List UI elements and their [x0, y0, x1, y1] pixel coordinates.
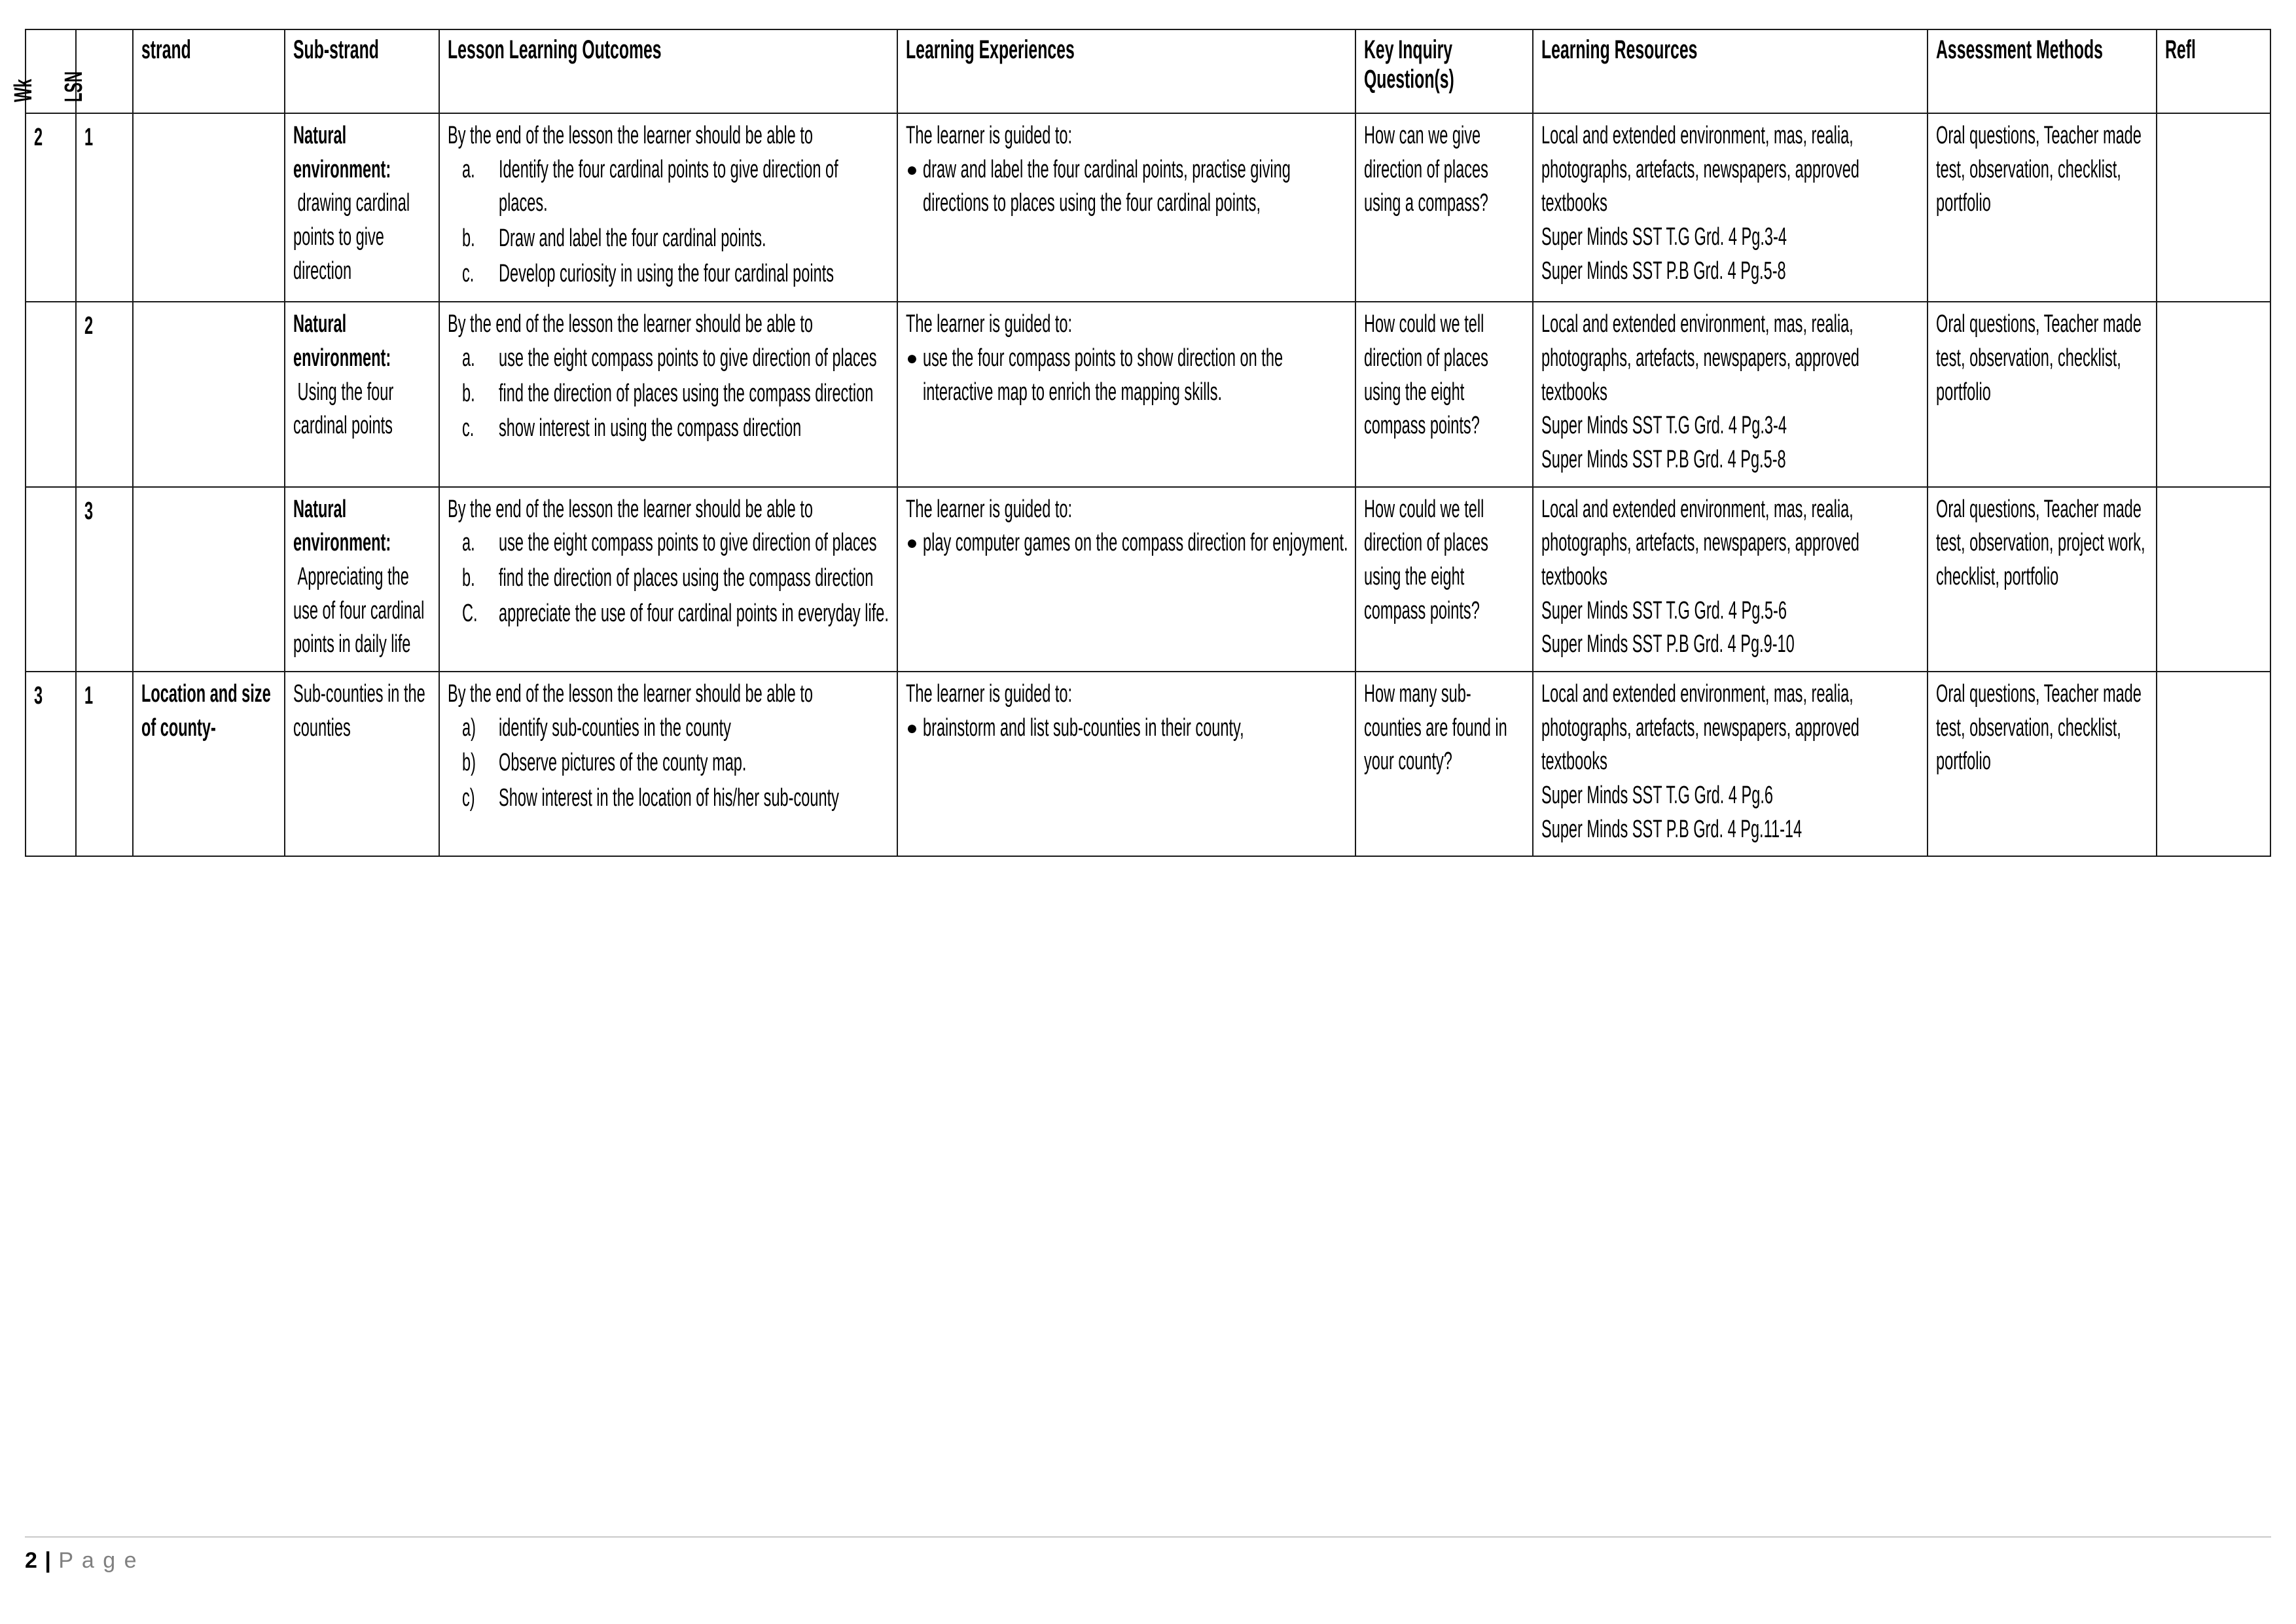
outcome-item — [448, 782, 890, 816]
outcome-marker: a. — [462, 344, 476, 372]
bullet-icon: ● — [906, 532, 918, 554]
outcome-item — [448, 526, 890, 560]
outcome-marker: b) — [462, 749, 476, 777]
column-header-strand-label: strand — [141, 35, 191, 64]
outcome-text: find the direction of places using the compass direction — [499, 379, 874, 407]
resource-item: Local and extended environment, mas, realia, photographs, artefacts, newspapers, approved textbooks — [1541, 122, 1864, 217]
cell-strand: Location and size of county- — [133, 672, 285, 856]
column-header-outcomes-label: Lesson Learning Outcomes — [448, 35, 662, 64]
sub-strand-title: Natural environment: — [293, 122, 391, 183]
sub-strand-title: Natural environment: — [293, 310, 391, 372]
resource-item: Super Minds SST P.B Grd. 4 Pg.11-14 — [1541, 815, 1802, 843]
cell-wk: 2 — [26, 113, 76, 302]
footer-page-number: 2 — [25, 1548, 37, 1573]
cell-experiences — [897, 672, 1355, 856]
column-header-lsn — [60, 29, 133, 113]
column-header-experiences-label: Learning Experiences — [906, 35, 1075, 64]
outcome-text: use the eight compass points to give direction of places — [499, 529, 877, 557]
outcome-text: show interest in using the compass direction — [499, 414, 802, 442]
outcome-item — [448, 257, 890, 291]
outcome-item — [448, 746, 890, 780]
column-header-assessment-label: Assessment Methods — [1936, 35, 2104, 64]
outcome-text: appreciate the use of four cardinal points in everyday life. — [499, 599, 889, 627]
experience-item — [906, 153, 1348, 221]
bullet-icon: ● — [906, 717, 918, 739]
outcome-marker: c) — [462, 784, 476, 812]
column-header-key-inquiry-label: Key Inquiry Question(s) — [1364, 35, 1458, 94]
cell-wk — [26, 487, 76, 672]
column-header-outcomes — [439, 29, 897, 113]
outcome-marker: c. — [462, 414, 475, 442]
cell-assessment: Oral questions, Teacher made test, observation, checklist, portfolio — [1928, 302, 2157, 486]
cell-experiences — [897, 302, 1355, 486]
column-header-key-inquiry — [1355, 29, 1532, 113]
outcomes-intro: By the end of the lesson the learner should be able to — [448, 680, 814, 708]
outcome-item — [448, 377, 890, 411]
outcome-text: Draw and label the four cardinal points. — [499, 225, 766, 253]
outcome-item — [448, 153, 890, 221]
outcome-text: Show interest in the location of his/her sub-county — [499, 784, 840, 812]
column-header-wk-label: Wk — [10, 79, 37, 102]
cell-wk: 3 — [26, 672, 76, 856]
column-header-refl — [2157, 29, 2270, 113]
outcome-marker: b. — [462, 564, 476, 592]
cell-resources — [1533, 672, 1928, 856]
resource-item: Super Minds SST T.G Grd. 4 Pg.3-4 — [1541, 412, 1787, 440]
resource-item: Super Minds SST T.G Grd. 4 Pg.3-4 — [1541, 223, 1787, 251]
cell-outcomes — [439, 302, 897, 486]
resource-item: Super Minds SST P.B Grd. 4 Pg.9-10 — [1541, 630, 1795, 659]
column-header-resources-label: Learning Resources — [1541, 35, 1698, 64]
scheme-of-work-table — [10, 29, 2271, 857]
sub-strand-detail: Appreciating the use of four cardinal points in daily life — [293, 563, 429, 659]
cell-refl — [2157, 302, 2270, 486]
cell-key-inquiry: How could we tell direction of places using the eight compass points? — [1355, 487, 1532, 672]
sub-strand-title: Natural environment: — [293, 495, 391, 557]
sub-strand-detail: Sub-counties in the counties — [293, 680, 430, 742]
experiences-list — [906, 526, 1348, 560]
experience-item — [906, 526, 1348, 560]
outcome-marker: a. — [462, 529, 476, 557]
column-header-strand — [133, 29, 285, 113]
resource-item: Super Minds SST P.B Grd. 4 Pg.5-8 — [1541, 257, 1786, 285]
column-header-assessment — [1928, 29, 2157, 113]
resource-item: Local and extended environment, mas, realia, photographs, artefacts, newspapers, approved textbooks — [1541, 310, 1864, 406]
cell-experiences — [897, 487, 1355, 672]
resource-item: Super Minds SST T.G Grd. 4 Pg.5-6 — [1541, 596, 1787, 624]
column-header-lsn-label: LSN — [60, 71, 88, 102]
experiences-intro: The learner is guided to: — [906, 495, 1073, 523]
outcome-item — [448, 562, 890, 596]
outcome-item — [448, 712, 890, 746]
table-row — [26, 113, 2270, 302]
experience-text: use the four compass points to show direction on the interactive map to enrich the mapping skills. — [923, 344, 1287, 406]
cell-experiences — [897, 113, 1355, 302]
footer-page-label: P a g e — [58, 1548, 138, 1573]
outcome-marker: a) — [462, 713, 476, 742]
cell-lsn: 3 — [76, 487, 133, 672]
column-header-sub-strand — [285, 29, 440, 113]
resource-item: Super Minds SST P.B Grd. 4 Pg.5-8 — [1541, 446, 1786, 474]
resource-item: Local and extended environment, mas, realia, photographs, artefacts, newspapers, approved textbooks — [1541, 680, 1864, 776]
cell-refl — [2157, 672, 2270, 856]
resources-list — [1541, 677, 1920, 846]
cell-refl — [2157, 487, 2270, 672]
column-header-experiences — [897, 29, 1355, 113]
cell-outcomes — [439, 113, 897, 302]
outcomes-intro: By the end of the lesson the learner should be able to — [448, 310, 814, 338]
resources-list — [1541, 308, 1920, 477]
cell-outcomes — [439, 672, 897, 856]
cell-refl — [2157, 113, 2270, 302]
column-header-sub-strand-label: Sub-strand — [293, 35, 379, 64]
cell-lsn: 1 — [76, 672, 133, 856]
experience-text: play computer games on the compass direction for enjoyment. — [923, 529, 1348, 557]
bullet-icon: ● — [906, 158, 918, 181]
outcome-marker: a. — [462, 155, 476, 183]
cell-lsn: 1 — [76, 113, 133, 302]
cell-strand — [133, 487, 285, 672]
experiences-list — [906, 153, 1348, 221]
table-header-row — [26, 29, 2270, 113]
outcome-text: use the eight compass points to give direction of places — [499, 344, 877, 372]
experiences-list — [906, 712, 1348, 746]
cell-resources — [1533, 113, 1928, 302]
experiences-intro: The learner is guided to: — [906, 122, 1073, 149]
outcomes-list — [448, 712, 890, 816]
cell-key-inquiry: How could we tell direction of places using the eight compass points? — [1355, 302, 1532, 486]
cell-strand — [133, 302, 285, 486]
outcome-text: Identify the four cardinal points to give direction of places. — [499, 155, 843, 217]
table-row — [26, 487, 2270, 672]
footer-page-indicator — [25, 1548, 2271, 1574]
cell-key-inquiry: How can we give direction of places using a compass? — [1355, 113, 1532, 302]
sub-strand-detail: Using the four cardinal points — [293, 378, 398, 440]
cell-sub-strand — [285, 302, 440, 486]
resources-list — [1541, 493, 1920, 662]
footer-divider — [25, 1536, 2271, 1538]
outcome-item — [448, 222, 890, 256]
cell-resources — [1533, 487, 1928, 672]
experience-item — [906, 342, 1348, 409]
outcome-marker: c. — [462, 259, 475, 287]
outcome-item — [448, 412, 890, 446]
experiences-intro: The learner is guided to: — [906, 680, 1073, 708]
column-header-refl-label: Refl — [2165, 35, 2197, 64]
outcome-marker: b. — [462, 225, 476, 253]
outcome-marker: C. — [462, 599, 478, 627]
outcomes-list — [448, 526, 890, 630]
outcome-item — [448, 342, 890, 376]
outcome-text: find the direction of places using the compass direction — [499, 564, 874, 592]
cell-strand — [133, 113, 285, 302]
cell-sub-strand — [285, 672, 440, 856]
cell-assessment: Oral questions, Teacher made test, observation, checklist, portfolio — [1928, 113, 2157, 302]
sub-strand-detail: drawing cardinal points to give direction — [293, 189, 414, 285]
cell-wk — [26, 302, 76, 486]
experience-text: draw and label the four cardinal points, practise giving directions to places using the four cardinal points, — [923, 155, 1295, 217]
outcome-text: Observe pictures of the county map. — [499, 749, 747, 777]
cell-assessment: Oral questions, Teacher made test, observation, checklist, portfolio — [1928, 672, 2157, 856]
resource-item: Super Minds SST T.G Grd. 4 Pg.6 — [1541, 782, 1773, 810]
footer-separator: | — [45, 1548, 51, 1573]
table-body — [26, 113, 2270, 856]
cell-assessment: Oral questions, Teacher made test, observation, project work, checklist, portfolio — [1928, 487, 2157, 672]
outcome-text: identify sub-counties in the county — [499, 713, 732, 742]
column-header-resources — [1533, 29, 1928, 113]
table-row — [26, 302, 2270, 486]
cell-key-inquiry: How many sub-counties are found in your county? — [1355, 672, 1532, 856]
outcome-item — [448, 597, 890, 631]
cell-resources — [1533, 302, 1928, 486]
outcomes-list — [448, 153, 890, 291]
experiences-list — [906, 342, 1348, 409]
cell-sub-strand — [285, 487, 440, 672]
resources-list — [1541, 119, 1920, 288]
outcomes-intro: By the end of the lesson the learner should be able to — [448, 122, 814, 149]
table-row — [26, 672, 2270, 856]
experience-item — [906, 712, 1348, 746]
page-footer — [25, 1536, 2271, 1595]
cell-sub-strand — [285, 113, 440, 302]
outcome-marker: b. — [462, 379, 476, 407]
outcome-text: Develop curiosity in using the four cardinal points — [499, 259, 834, 287]
outcomes-list — [448, 342, 890, 446]
cell-lsn: 2 — [76, 302, 133, 486]
resource-item: Local and extended environment, mas, realia, photographs, artefacts, newspapers, approved textbooks — [1541, 495, 1864, 591]
bullet-icon: ● — [906, 348, 918, 370]
experiences-intro: The learner is guided to: — [906, 310, 1073, 338]
outcomes-intro: By the end of the lesson the learner should be able to — [448, 495, 814, 523]
experience-text: brainstorm and list sub-counties in their county, — [923, 713, 1245, 742]
